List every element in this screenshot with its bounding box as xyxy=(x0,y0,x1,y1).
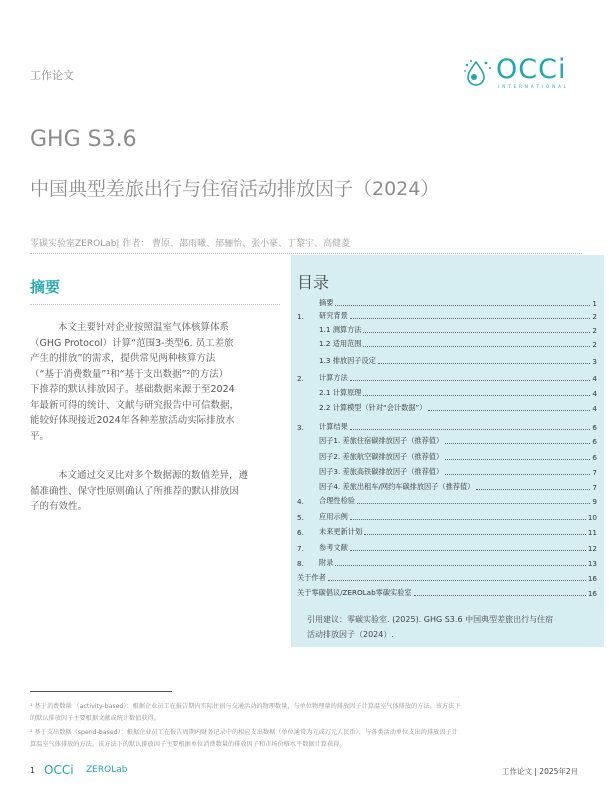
footnote-line: ¹ 基于消费数量 （activity-based）：根据企业员工在报告期内实际住宿与交通活动的物理数量，与单位物理量的排放因子计算温室气体排放的方法。该方法下 xyxy=(30,703,461,710)
water-drop-icon xyxy=(462,56,496,90)
abstract-line: 循准确性、保守性原则确认了所推荐的默认排放因 xyxy=(30,485,240,497)
abstract-line: （GHG Protocol）计算“范围3-类型6. 员工差旅 xyxy=(30,337,234,349)
toc-item-references[interactable]: 7. 参考文献 12 xyxy=(297,543,597,553)
logo-subtitle: INTERNATIONAL xyxy=(498,84,570,89)
toc-item-validation[interactable]: 4. 合理性检验 9 xyxy=(297,496,597,506)
footnote-divider xyxy=(30,691,172,692)
toc-item-factor-3[interactable]: 因子3. 差旅高铁碳排放因子（推荐值） 7 xyxy=(319,467,597,477)
footer-doc-date: 工作论文 | 2025年2月 xyxy=(502,767,579,776)
footnote-line: 算温室气体排放的方法。该方法下的默认排放因子主要根据单位消费数量的排放因子和市场价格水平数据计算获得。 xyxy=(30,741,346,748)
footnote-line: 的默认排放因子主要根据文献或统计数值获得。 xyxy=(30,715,160,722)
citation-suggestion xyxy=(307,612,587,642)
abstract-paragraph-1 xyxy=(30,320,280,444)
toc-item-examples[interactable]: 5. 应用示例 10 xyxy=(297,512,597,522)
abstract-line: 本文主要针对企业按照温室气体核算体系 xyxy=(58,322,230,333)
citation-line: 活动排放因子（2024）. xyxy=(307,630,394,639)
document-code-title: GHG S3.6 xyxy=(30,127,137,152)
toc-item-1-2[interactable]: 1.2 适用范围 2 xyxy=(319,339,597,349)
toc-item-abstract[interactable]: 摘要 1 xyxy=(319,298,597,308)
document-main-title: 中国典型差旅出行与住宿活动排放因子（2024） xyxy=(30,178,440,200)
author-line: 零碳实验室ZEROLab| 作者： 曹原、邵雨曦、郁骊怡、张小豪、丁黎宇、高健菱 xyxy=(30,239,351,249)
document-type-label: 工作论文 xyxy=(30,69,74,82)
logo-wordmark: OCCi xyxy=(496,54,567,85)
footnote-line: ² 基于支出数据（spend-based）：根据企业员工在报告周期内财务记录中的相应支出数据（单位通常为元或万元人民币），与各类活动单位支出的排放因子计 xyxy=(30,729,458,736)
toc-item-about-authors[interactable]: 关于作者 16 xyxy=(297,573,597,583)
toc-item-results[interactable]: 3. 计算结果 6 xyxy=(297,422,597,432)
abstract-heading: 摘要 xyxy=(30,278,61,296)
toc-item-factor-4[interactable]: 因子4. 差旅出租车/网约车碳排放因子（推荐值） 7 xyxy=(319,482,597,492)
abstract-line: 平。 xyxy=(30,430,50,442)
toc-item-background[interactable]: 1. 研究背景 2 xyxy=(297,311,597,321)
abstract-line: 子的有效性。 xyxy=(30,501,88,512)
title-divider xyxy=(30,253,582,254)
toc-item-future[interactable]: 6. 未来更新计划 11 xyxy=(297,527,597,537)
citation-line: 引用建议：零碳实验室. (2025). GHG S3.6 中国典型差旅出行与住宿 xyxy=(307,615,554,624)
toc-item-2-1[interactable]: 2.1 计算原理 4 xyxy=(319,388,597,398)
toc-heading: 目录 xyxy=(297,273,330,292)
page-number: 1 xyxy=(30,766,36,775)
footer-occi-logo: OCCi xyxy=(44,763,74,777)
toc-item-factor-1[interactable]: 因子1. 差旅住宿碳排放因子（推荐值） 6 xyxy=(319,436,597,446)
abstract-line: 下推荐的默认排放因子。基础数据来源于至2024 xyxy=(30,384,235,395)
abstract-divider xyxy=(30,304,280,305)
toc-item-factor-2[interactable]: 因子2. 差旅航空碳排放因子（推荐值） 6 xyxy=(319,452,597,462)
toc-item-appendix[interactable]: 8. 附录 13 xyxy=(297,558,597,568)
toc-item-1-1[interactable]: 1.1 测算方法 2 xyxy=(319,325,597,335)
abstract-line: 能较好体现接近2024年各种差旅活动实际排放水 xyxy=(30,415,235,426)
toc-item-1-3[interactable]: 1.3 排放因子设定 3 xyxy=(319,356,597,366)
toc-item-about-zerolab[interactable]: 关于零碳倡议/ZEROLab零碳实验室 16 xyxy=(297,588,597,598)
footer-zerolab-label: ZEROLab xyxy=(86,765,128,775)
abstract-paragraph-2 xyxy=(30,468,280,515)
toc-item-methods[interactable]: 2. 计算方法 4 xyxy=(297,373,597,383)
abstract-line: 年最新可得的统计、文献与研究报告中可信数据， xyxy=(30,399,240,411)
abstract-line: （“基于消费数量”¹和“基于支出数据”²的方法） xyxy=(30,368,229,380)
occi-logo xyxy=(462,56,592,92)
abstract-line: 产生的排放”的需求，提供常见两种核算方法 xyxy=(30,353,216,364)
abstract-line: 本文通过交叉比对多个数据源的数值差异，遵 xyxy=(58,470,249,481)
toc-item-2-2[interactable]: 2.2 计算模型（针对“会计数据”） 4 xyxy=(319,403,597,413)
